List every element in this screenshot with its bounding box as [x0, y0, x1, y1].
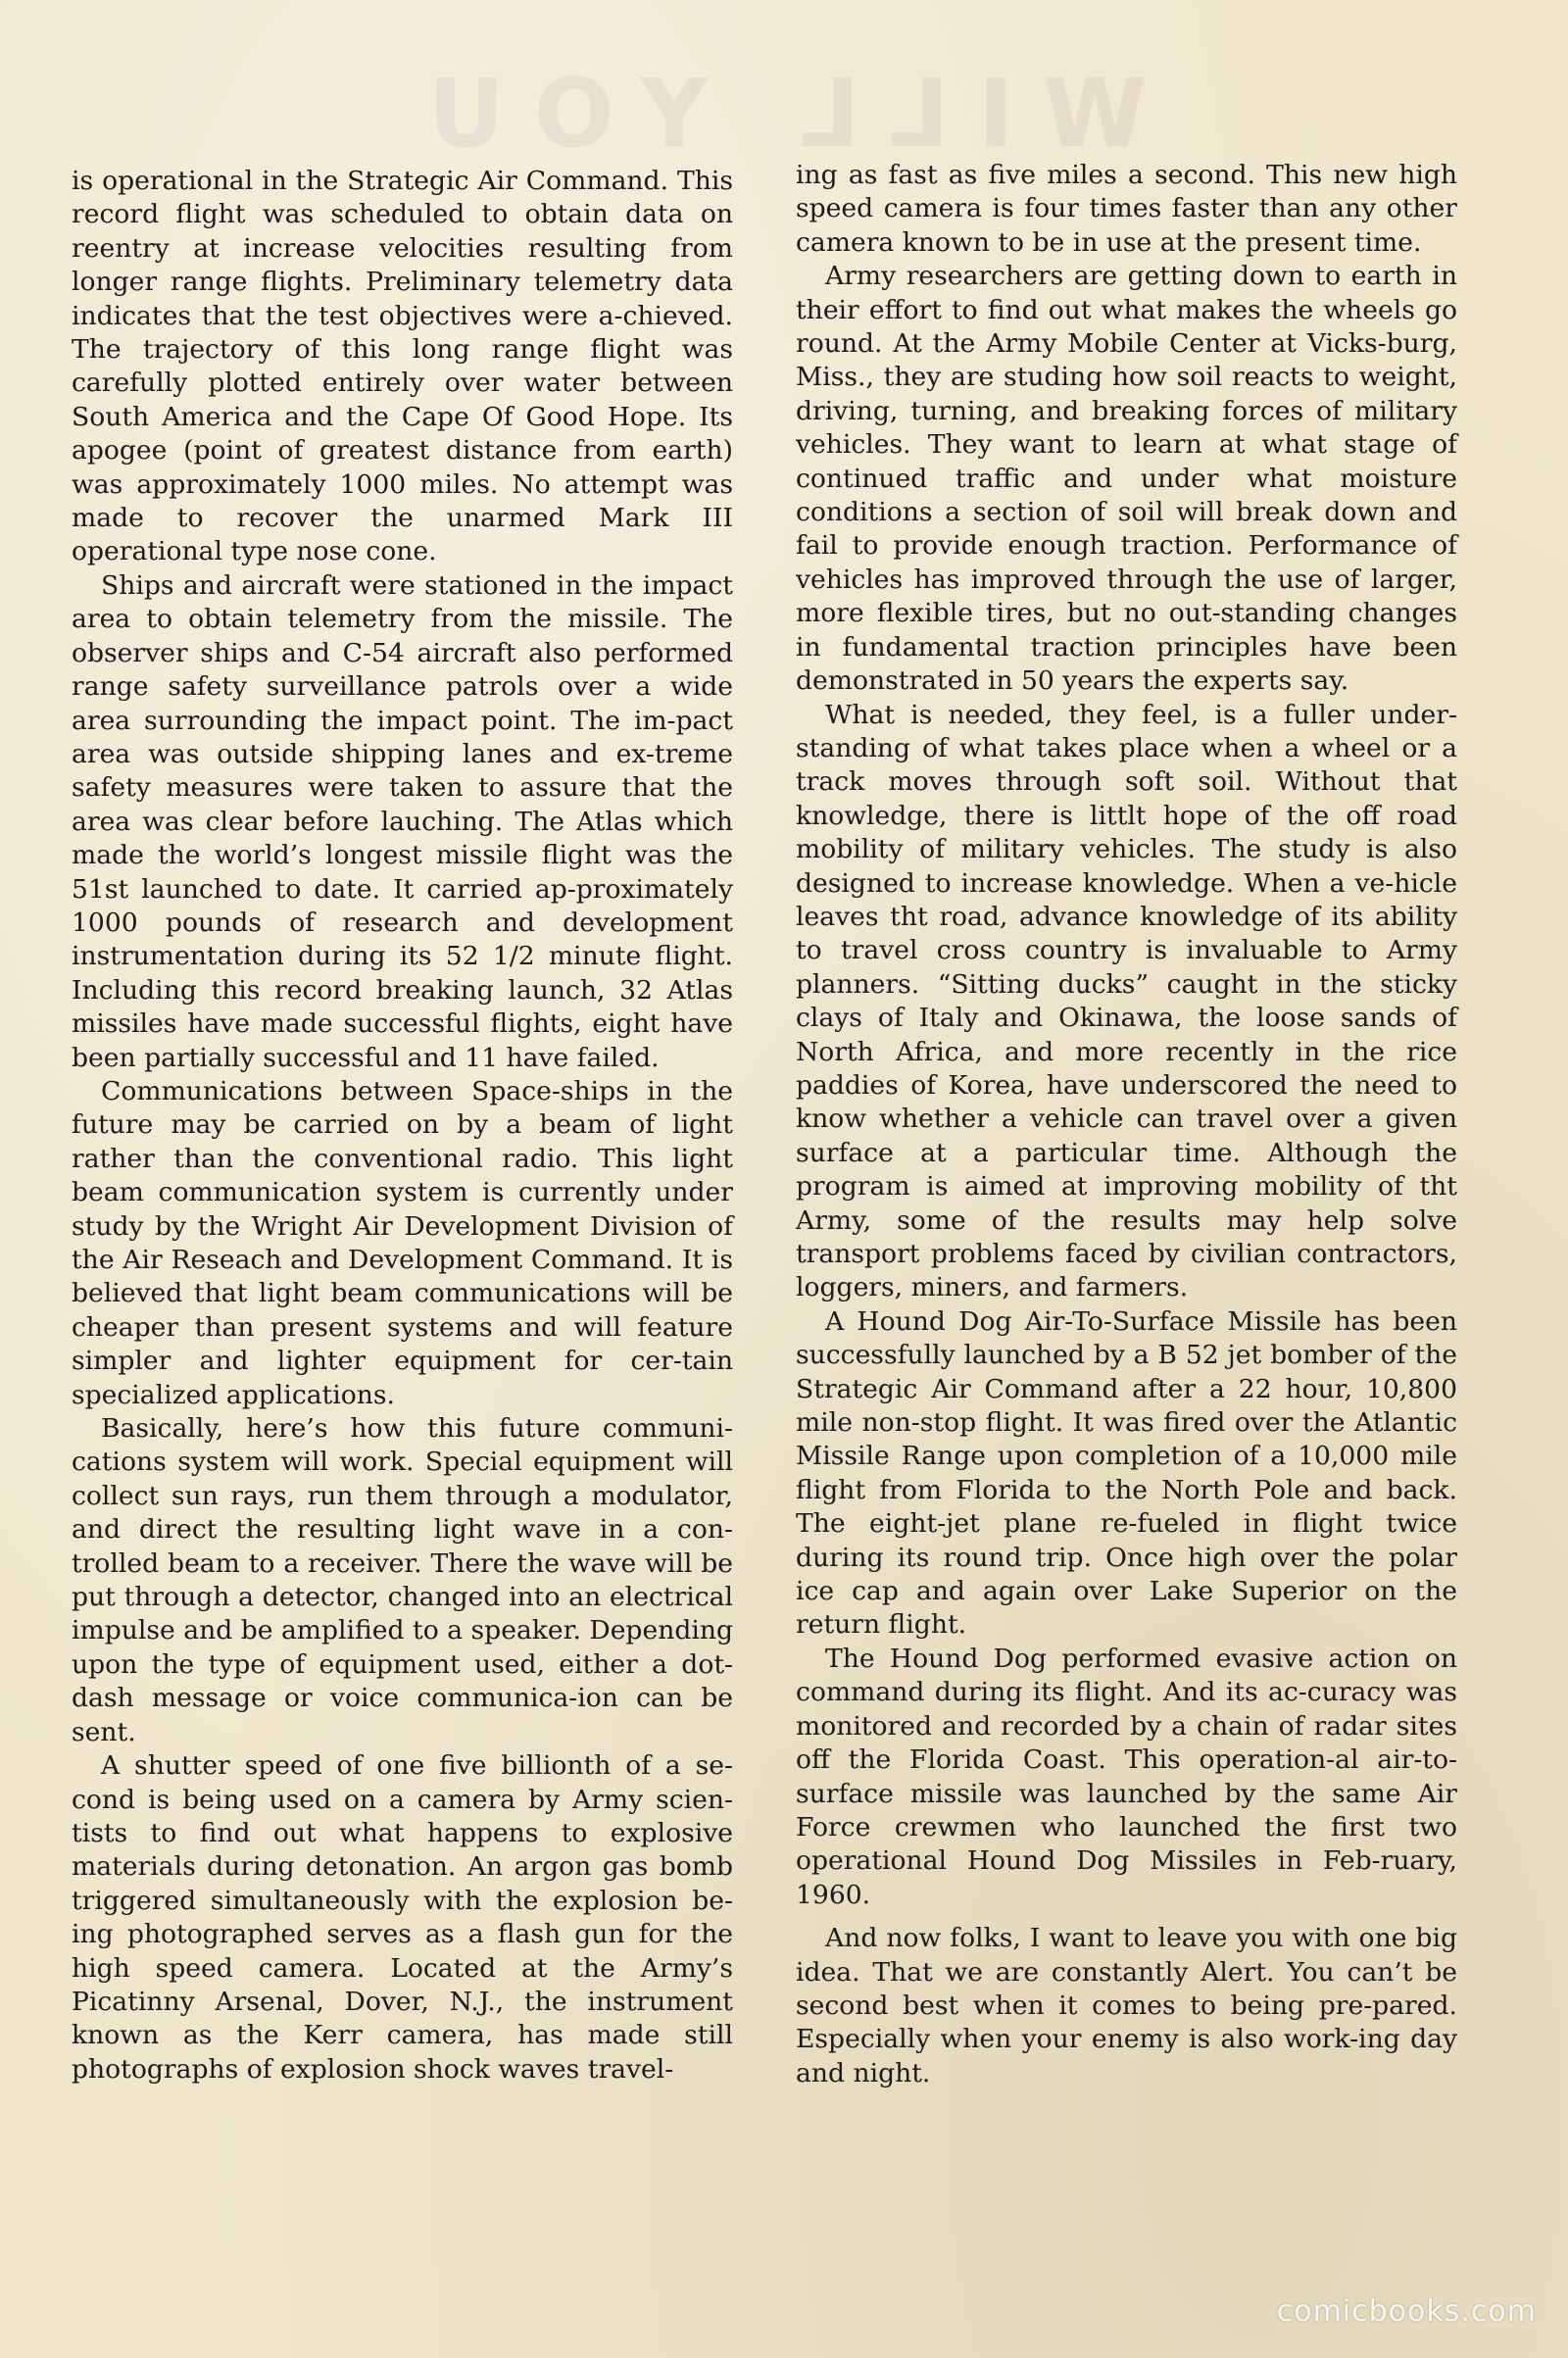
paragraph-army-mobility-research: Army researchers are getting down to earth in their effort to find out what makes the wheels go round. At the Army Mobile Center at Vicks-burg, Miss., they are studing how soil reacts to weight, driving, turning, and breaking forces of military vehicles. They want to learn at what stage of continued traffic and under what moisture conditions a section of soil will break down and fail to provide enough traction. Performance of vehicles has improved through the use of larger, more flexible tires, but no out-standing changes in fundamental traction principles have been demonstrated in 50 years the experts say. — [796, 261, 1457, 697]
paragraph-impact-area: Ships and aircraft were stationed in the impact area to obtain telemetry from the missile. The observer ships and C-54 aircraft also performed range safety surveillance patrols over a wide area surrounding the impact point. The im-pact area was outside shipping lanes and ex-treme safety measures were taken to assure that the area was clear before lauching. The Atlas which made the world’s longest missile flight was the 51st launched to date. It carried ap-proximately 1000 pounds of research and development instrumentation during its 52 1/2 minute flight. Including this record breaking launch, 32 Atlas missiles have made successful flights, eight have been partially successful and 11 have failed. — [72, 569, 733, 1073]
paragraph-closing: And now folks, I want to leave you with one big idea. That we are constantly Alert. You can’t be second best when it comes to being pre-pared. Especially when your enemy is also work-ing day and night. — [796, 1923, 1457, 2088]
right-column — [796, 159, 1457, 2090]
paragraph-hound-dog-accuracy: The Hound Dog performed evasive action on command during its flight. And its ac-curacy was monitored and recorded by a chain of radar sites off the Florida Coast. This operation-al air-to-surface missile was launched by the same Air Force crewmen who launched the first two operational Hound Dog Missiles in Feb-ruary, 1960. — [796, 1643, 1457, 1910]
paragraph-kerr-camera: A shutter speed of one five billionth of a se-cond is being used on a camera by Army scien-tists to find out what happens to explosive materials during detonation. An argon gas bomb triggered simultaneously with the explosion be-ing photographed serves as a flash gun for the high speed camera. Located at the Army’s Picatinny Arsenal, Dover, N.J., the instrument known as the Kerr camera, has made still photographs of explosion shock waves travel- — [72, 1750, 733, 2085]
left-column — [72, 165, 733, 2087]
paragraph-hound-dog-launch: A Hound Dog Air-To-Surface Missile has been successfully launched by a B 52 jet bomber of the Strategic Air Command after a 22 hour, 10,800 mile non-stop flight. It was fired over the Atlantic Missile Range upon completion of a 10,000 mile flight from Florida to the North Pole and back. The eight-jet plane re-fueled in flight twice during its round trip. Once high over the polar ice cap and again over Lake Superior on the return flight. — [796, 1305, 1457, 1641]
paragraph-atlas-reentry: is operational in the Strategic Air Command. This record flight was scheduled to obtain data on reentry at increase velocities resulting from longer range flights. Preliminary telemetry data indicates that the test objectives were a-chieved. The trajectory of this long range flight was carefully plotted entirely over water between South America and the Cape Of Good Hope. Its apogee (point of greatest distance from earth) was approximately 1000 miles. No attempt was made to recover the unarmed Mark III operational type nose cone. — [72, 166, 733, 567]
watermark: comicbooks.com — [1276, 2294, 1537, 2329]
paragraph-camera-speed: ing as fast as five miles a second. This new high speed camera is four times faster than any other camera known to be in use at the present time. — [796, 160, 1457, 258]
paragraph-soft-soil-study: What is needed, they feel, is a fuller under-standing of what takes place when a wheel or a track moves through soft soil. Without that knowledge, there is littlt hope of the off road mobility of military vehicles. The study is also designed to increase knowledge. When a ve-hicle leaves tht road, advance knowledge of its ability to travel cross country is invaluable to Army planners. “Sitting ducks” caught in the sticky clays of Italy and Okinawa, the loose sands of North Africa, and more recently in the rice paddies of Korea, have underscored the need to know whether a vehicle can travel over a given surface at a particular time. Although the program is aimed at improving mobility of tht Army, some of the results may help solve transport problems faced by civilian contractors, loggers, miners, and farmers. — [796, 699, 1457, 1303]
paragraph-light-beam-communication: Communications between Space-ships in the future may be carried on by a beam of light rather than the conventional radio. This light beam communication system is currently under study by the Wright Air Development Division of the Air Reseach and Development Command. It is believed that light beam communications will be cheaper than present systems and will feature simpler and lighter equipment for cer-tain specialized applications. — [72, 1075, 733, 1410]
paragraph-communication-system: Basically, here’s how this future communi-cations system will work. Special equipment will collect sun rays, run them through a modulator, and direct the resulting light wave in a con-trolled beam to a receiver. There the wave will be put through a detector, changed into an electrical impulse and be amplified to a speaker. Depending upon the type of equipment used, either a dot-dash message or voice communica-ion can be sent. — [72, 1413, 733, 1747]
bleed-through-heading: WILL YOU — [398, 59, 1147, 169]
